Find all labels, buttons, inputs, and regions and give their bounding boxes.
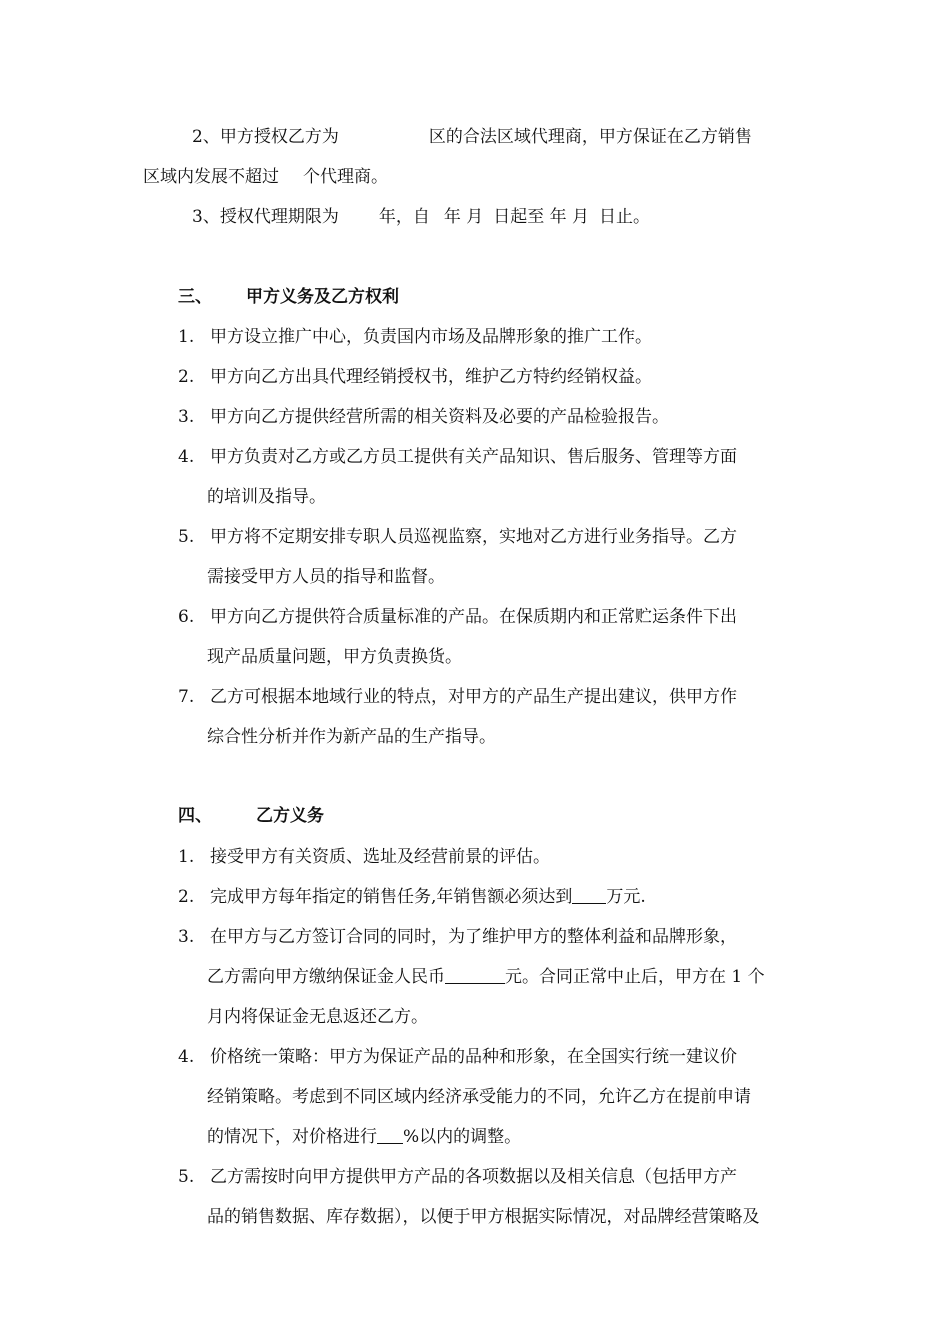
section-4-title: 乙方义务 <box>256 806 324 826</box>
s4-item-1-number: 1. <box>178 847 195 867</box>
clause-3-p4: 日止。 <box>599 207 651 227</box>
clause-3-p1: 年，自 <box>378 207 430 227</box>
s3-item-6-text-line-1: 甲方向乙方提供符合质量标准的产品。在保质期内和正常贮运条件下出 <box>210 607 737 627</box>
s4-item-3-line2a: 乙方需向甲方缴纳保证金人民币 <box>207 967 445 987</box>
clause-2-line-1 <box>192 126 752 148</box>
price-adjust-blank <box>377 1127 403 1144</box>
section-4-heading <box>178 805 324 827</box>
s3-item-7-number: 7. <box>178 687 195 707</box>
s3-item-4-text-line-1: 甲方负责对乙方或乙方员工提供有关产品知识、售后服务、管理等方面 <box>210 447 737 467</box>
s3-item-5-text-line-2: 需接受甲方人员的指导和监督。 <box>207 567 445 587</box>
s3-item-6-text-line-2: 现产品质量问题，甲方负责换货。 <box>207 647 462 667</box>
s4-item-3-text-line-2 <box>207 966 765 988</box>
s4-item-2-number: 2. <box>178 887 195 907</box>
clause-3-p3: 日起至 年 月 <box>493 207 590 227</box>
s3-item-7-text-line-2: 综合性分析并作为新产品的生产指导。 <box>207 727 496 747</box>
s3-item-5-number: 5. <box>178 527 195 547</box>
s4-item-4-text-line-3 <box>207 1126 521 1148</box>
s4-item-3-line2b: 元。合同正常中止后，甲方在 1 个 <box>505 967 765 987</box>
section-3-heading <box>178 286 399 308</box>
s4-item-4-line3b: %以内的调整。 <box>403 1127 522 1147</box>
s4-item-5-text-line-2: 品的销售数据、库存数据），以便于甲方根据实际情况，对品牌经营策略及 <box>207 1207 760 1227</box>
s4-item-5-text-line-1: 乙方需按时向甲方提供甲方产品的各项数据以及相关信息（包括甲方产 <box>210 1167 737 1187</box>
clause-3-line <box>192 206 650 228</box>
s3-item-4-number: 4. <box>178 447 195 467</box>
s4-item-4-line3a: 的情况下，对价格进行 <box>207 1127 377 1147</box>
section-4-number: 四、 <box>178 806 212 826</box>
clause-2-line2b: 个代理商。 <box>303 167 388 187</box>
s3-item-3-text: 甲方向乙方提供经营所需的相关资料及必要的产品检验报告。 <box>210 407 669 427</box>
s3-item-7-text-line-1: 乙方可根据本地域行业的特点，对甲方的产品生产提出建议，供甲方作 <box>210 687 737 707</box>
s3-item-2-number: 2. <box>178 367 195 387</box>
s3-item-1-text: 甲方设立推广中心，负责国内市场及品牌形象的推广工作。 <box>210 327 652 347</box>
section-3-number: 三、 <box>178 287 212 307</box>
clause-3-p2: 年 月 <box>443 207 484 227</box>
s4-item-4-number: 4. <box>178 1047 195 1067</box>
deposit-amount-blank <box>445 967 505 984</box>
s4-item-1-text: 接受甲方有关资质、选址及经营前景的评估。 <box>210 847 550 867</box>
s3-item-2-text: 甲方向乙方出具代理经销授权书，维护乙方特约经销权益。 <box>210 367 652 387</box>
s3-item-1-number: 1. <box>178 327 195 347</box>
s3-item-3-number: 3. <box>178 407 195 427</box>
clause-3-prefix: 3、授权代理期限为 <box>192 207 339 227</box>
s4-item-5-number: 5. <box>178 1167 195 1187</box>
s4-item-3-number: 3. <box>178 927 195 947</box>
s4-item-3-text-line-3: 月内将保证金无息返还乙方。 <box>207 1007 428 1027</box>
s4-item-2-after: 万元. <box>606 887 646 907</box>
s3-item-4-text-line-2: 的培训及指导。 <box>207 487 326 507</box>
s3-item-5-text-line-1: 甲方将不定期安排专职人员巡视监察，实地对乙方进行业务指导。乙方 <box>210 527 737 547</box>
clause-2-prefix: 2、甲方授权乙方为 <box>192 127 339 147</box>
s4-item-4-text-line-1: 价格统一策略：甲方为保证产品的品种和形象，在全国实行统一建议价 <box>210 1047 737 1067</box>
clause-2-mid: 区的合法区域代理商，甲方保证在乙方销售 <box>428 127 752 147</box>
s4-item-3-text-line-1: 在甲方与乙方签订合同的同时，为了维护甲方的整体利益和品牌形象， <box>210 927 737 947</box>
s3-item-6-number: 6. <box>178 607 195 627</box>
s4-item-2-text <box>210 886 646 908</box>
s4-item-4-text-line-2: 经销策略。考虑到不同区域内经济承受能力的不同，允许乙方在提前申请 <box>207 1087 751 1107</box>
sales-amount-blank <box>572 887 606 904</box>
s4-item-2-before: 完成甲方每年指定的销售任务,年销售额必须达到 <box>210 887 573 907</box>
clause-2-line-2 <box>143 166 388 188</box>
clause-2-line2a: 区域内发展不超过 <box>143 167 279 187</box>
section-3-title: 甲方义务及乙方权利 <box>246 287 399 307</box>
